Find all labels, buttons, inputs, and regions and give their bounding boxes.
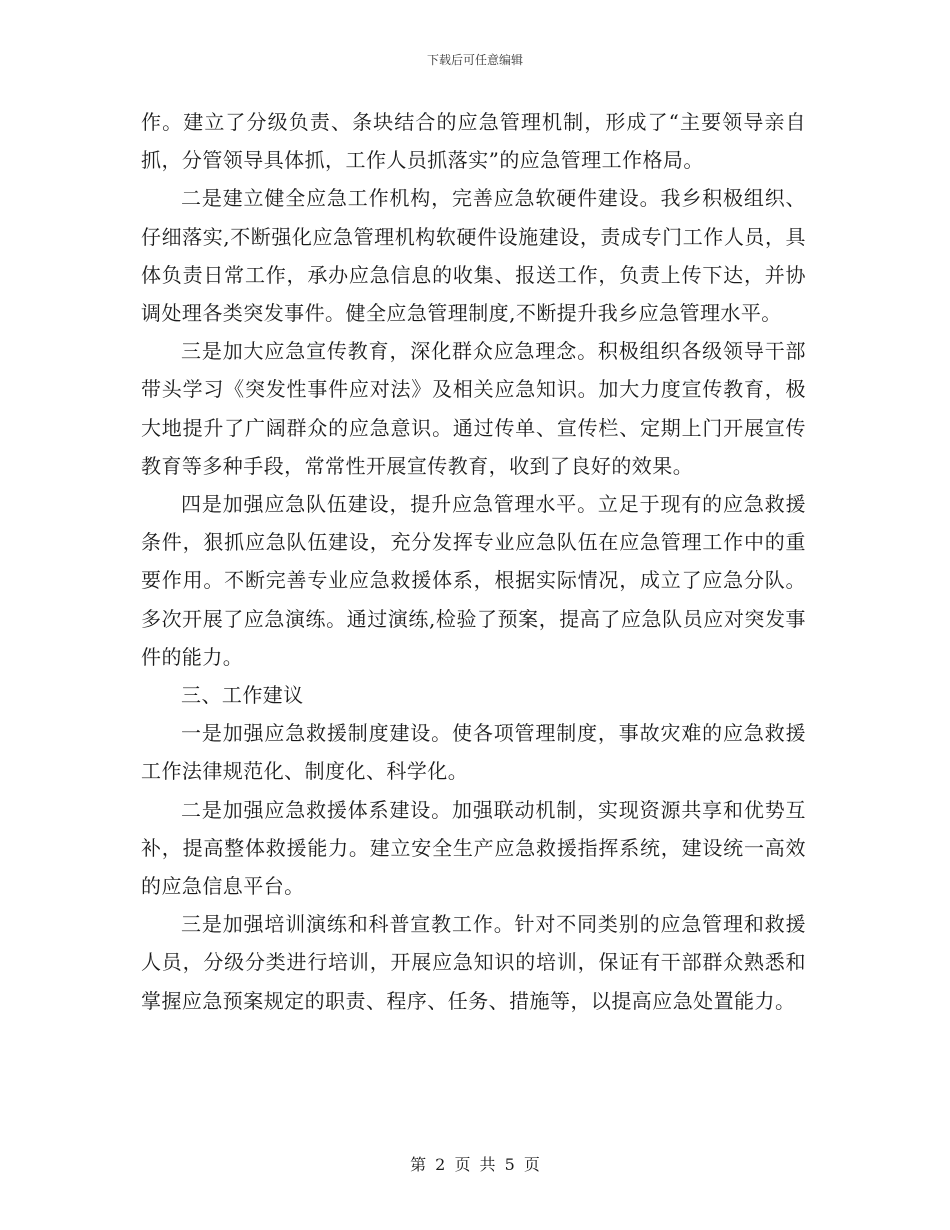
paragraph-1: 作。建立了分级负责、条块结合的应急管理机制，形成了“主要领导亲自抓，分管领导具体抓，工作人员抓落实”的应急管理工作格局。: [141, 110, 806, 173]
paragraph-6: 二是加强应急救援体系建设。加强联动机制，实现资源共享和优势互补，提高整体救援能力。建立安全生产应急救援指挥系统，建设统一高效的应急信息平台。: [141, 797, 806, 899]
document-body: [141, 103, 806, 1020]
paragraph-5: 一是加强应急救援制度建设。使各项管理制度，事故灾难的应急救援工作法律规范化、制度化、科学化。: [141, 721, 806, 784]
page-header-note: 下载后可任意编辑: [426, 53, 523, 67]
paragraph-2: 二是建立健全应急工作机构，完善应急软硬件建设。我乡积极组织、仔细落实,不断强化应急管理机构软硬件设施建设，责成专门工作人员，具体负责日常工作，承办应急信息的收集、报送工作，负责上传下达，并协调处理各类突发事件。健全应急管理制度,不断提升我乡应急管理水平。: [141, 186, 806, 326]
paragraph-3: 三是加大应急宣传教育，深化群众应急理念。积极组织各级领导干部带头学习《突发性事件应对法》及相关应急知识。加大力度宣传教育，极大地提升了广阔群众的应急意识。通过传单、宣传栏、定期上门开展宣传教育等多种手段，常常性开展宣传教育，收到了良好的效果。: [141, 339, 806, 478]
paragraph-7: 三是加强培训演练和科普宣教工作。针对不同类别的应急管理和救援人员，分级分类进行培训，开展应急知识的培训，保证有干部群众熟悉和掌握应急预案规定的职责、程序、任务、措施等，以提高应急处置能力。: [141, 912, 806, 1013]
page-number-footer: 第 2 页 共 5 页: [410, 1155, 540, 1174]
section-heading-work-suggestions: 三、工作建议: [181, 683, 304, 708]
paragraph-4: 四是加强应急队伍建设，提升应急管理水平。立足于现有的应急救援条件，狠抓应急队伍建设，充分发挥专业应急队伍在应急管理工作中的重要作用。不断完善专业应急救援体系，根据实际情况，成立了应急分队。多次开展了应急演练。通过演练,检验了预案，提高了应急队员应对突发事件的能力。: [141, 492, 806, 669]
